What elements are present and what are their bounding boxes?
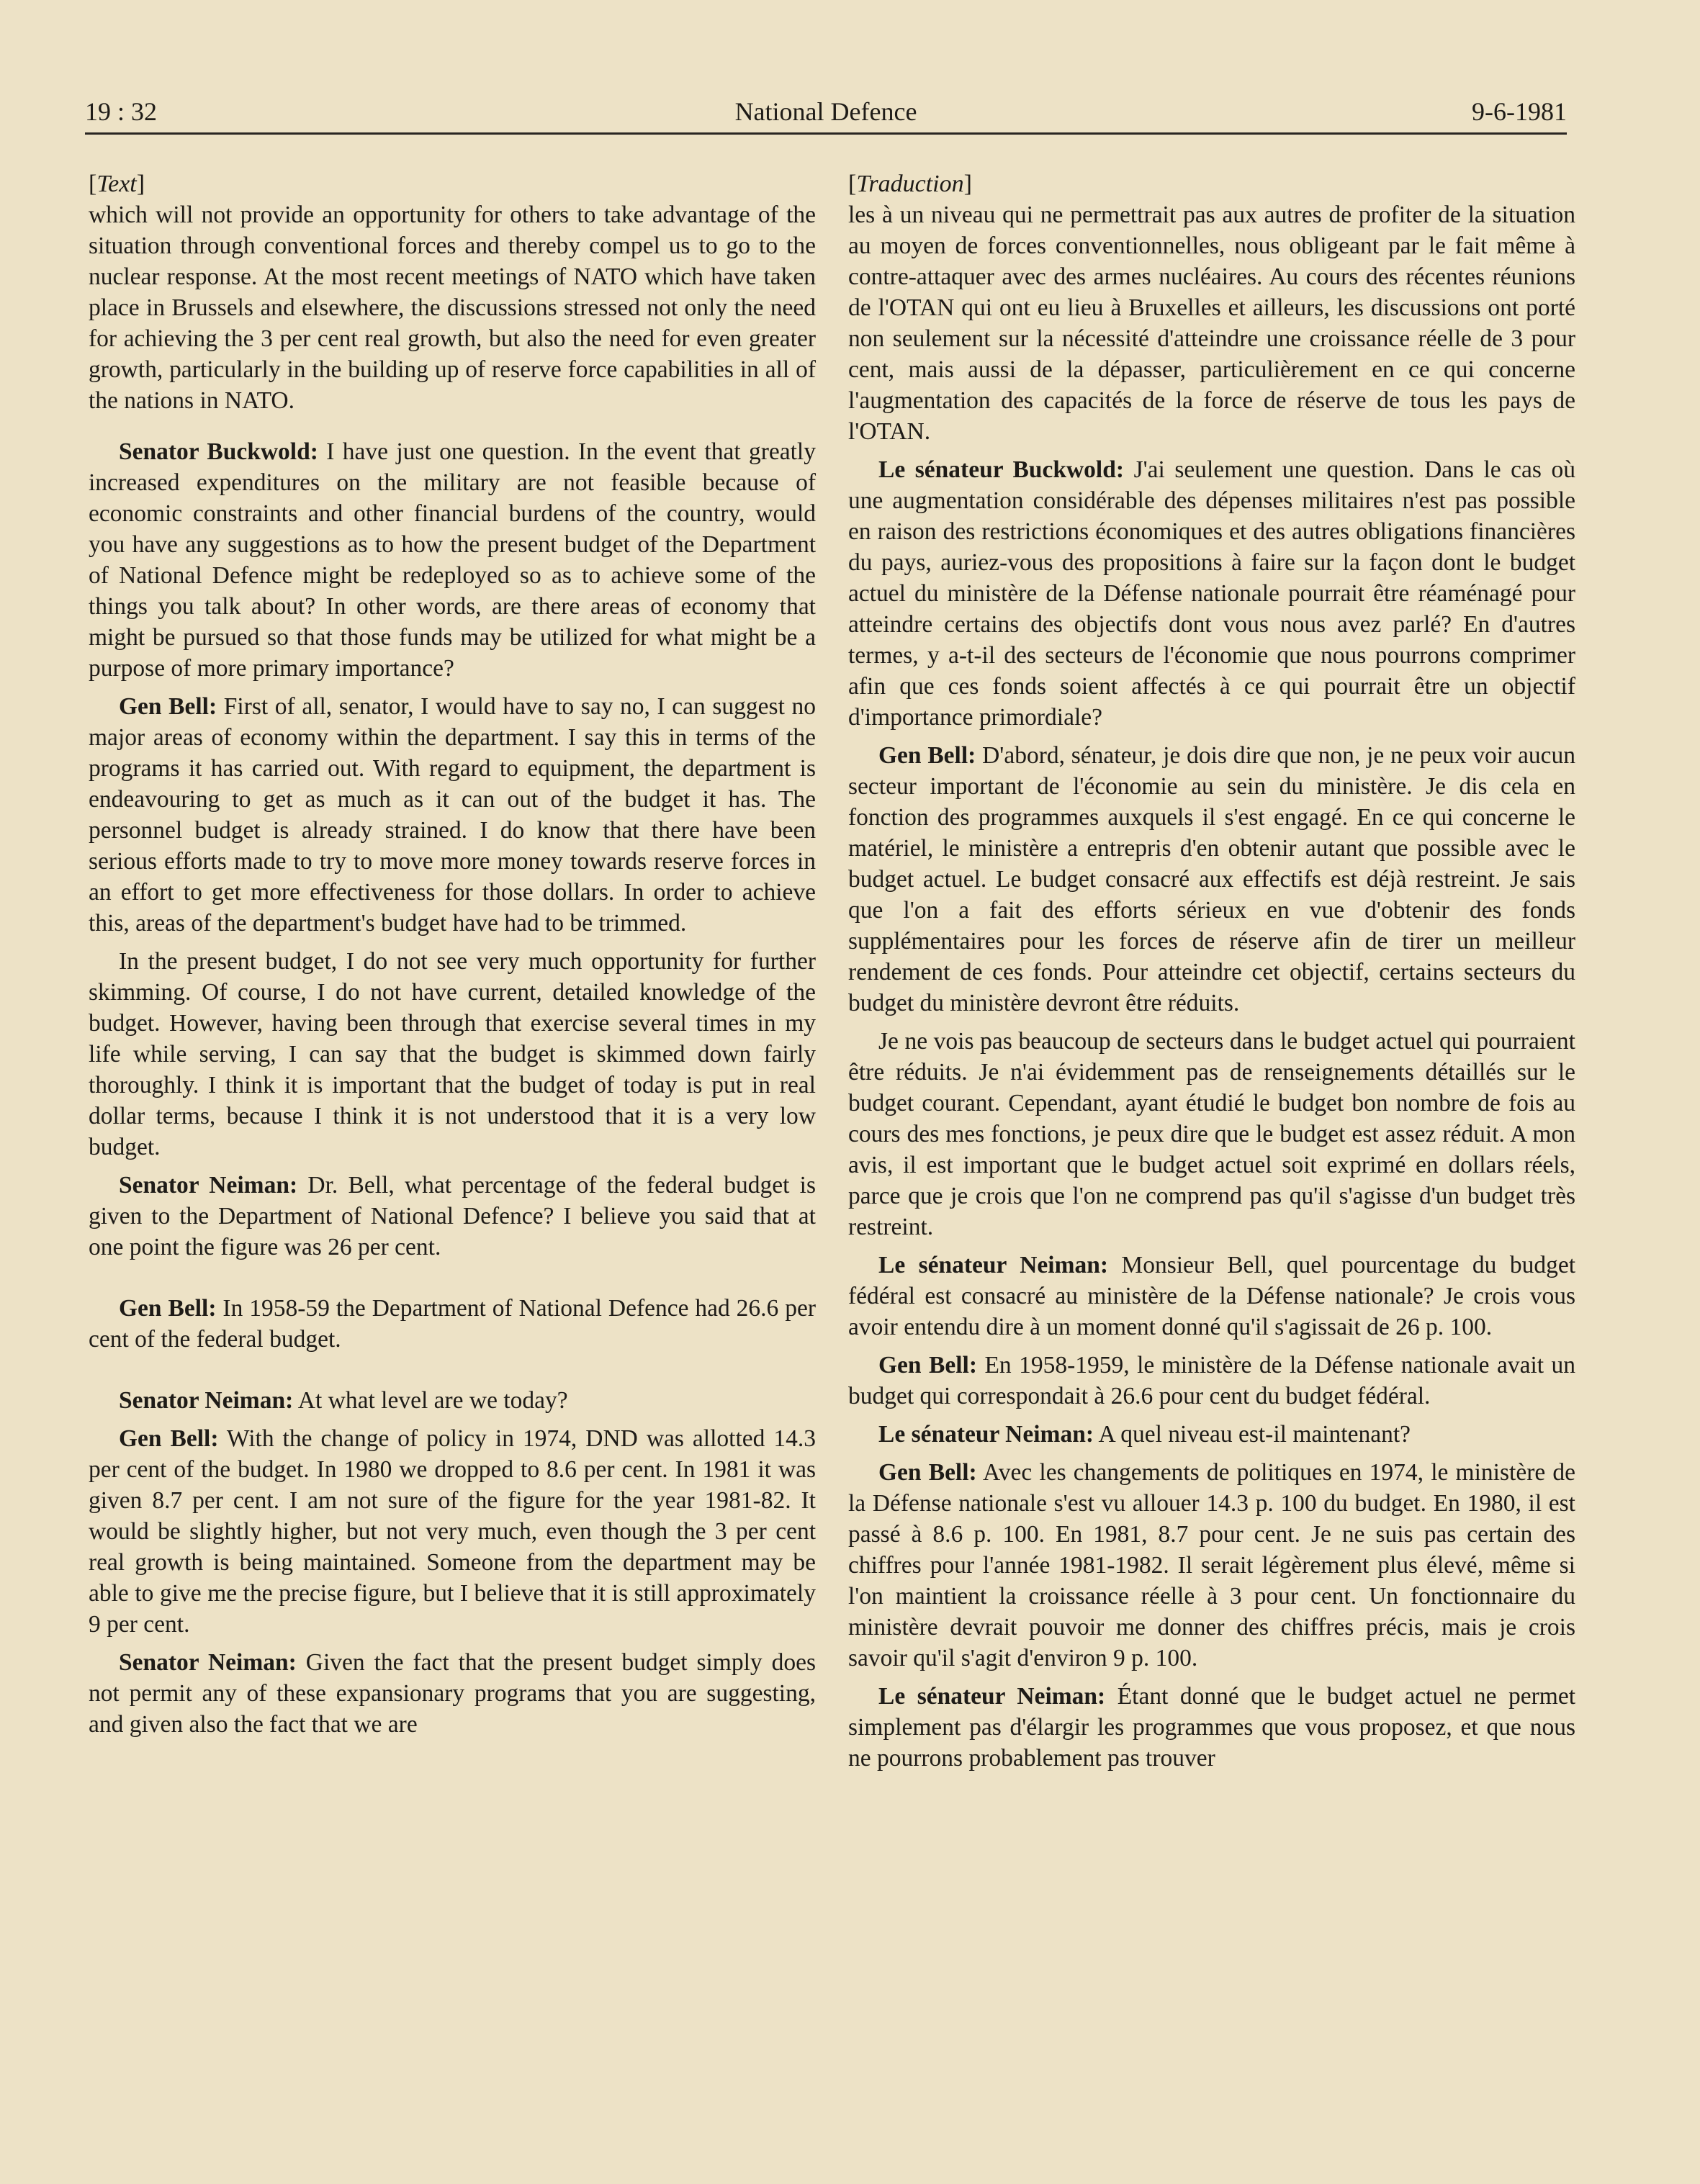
speech-text: D'abord, sénateur, je dois dire que non, je ne peux voir aucun secteur important de l'économie au sein du ministère. Je dis cela en fonction des programmes auxquels il s'est engagé. En ce qui concerne le matériel, le ministère a entrepris d'en obtenir autant que possible avec le budget actuel. Le budget consacré aux effectifs est déjà restreint. Je sais que l'on a fait des efforts sérieux en vue d'obtenir des fonds supplémentaires pour les forces de réserve afin de tirer un meilleur rendement de ces fonds. Pour atteindre cet objectif, certains secteurs du budget du ministère devront être réduits. bbox=[848, 742, 1576, 1016]
french-column bbox=[848, 164, 1575, 1774]
speaker-name: Senator Neiman: bbox=[119, 1387, 294, 1414]
speaker-name: Le sénateur Neiman: bbox=[878, 1683, 1106, 1710]
speech-text: I have just one question. In the event that greatly increased expenditures on the military are not feasible because of economic constraints and other financial burdens of the country, would you have any suggestions as to how the present budget of the Department of National Defence might be redeployed so as to achieve some of the things you talk about? In other words, are there areas of economy that might be pursued so that those funds may be utilized for what might be a purpose of more primary importance? bbox=[89, 438, 816, 682]
speaker-name: Senator Buckwold: bbox=[119, 438, 318, 465]
sitting-date: 9-6-1981 bbox=[1472, 97, 1567, 126]
running-head bbox=[85, 92, 1567, 135]
speaker-name: Gen Bell: bbox=[878, 1352, 977, 1378]
speech-text: J'ai seulement une question. Dans le cas où une augmentation considérable des dépenses militaires n'est pas possible en raison des restrictions économiques et des autres obligations financières du pays, auriez-vous des propositions à faire sur la façon dont le budget actuel du ministère de la Défense nationale pourrait être réaménagé pour atteindre certains des objectifs dont vous nous avez parlé? En d'autres termes, y a-t-il des secteurs de l'économie que nous pourrons comprimer afin que ces fonds soient affectés à ce qui pourrait être un objectif d'importance primordiale? bbox=[848, 456, 1576, 731]
speaker-name: Gen Bell: bbox=[119, 1295, 217, 1322]
paragraph bbox=[89, 436, 816, 684]
paragraph: In the present budget, I do not see very much opportunity for further skimming. Of course, I do not have current, detailed knowledge of the budget. However, having been through that exercise several times in my life while serving, I can say that the budget is skimmed down fairly thoroughly. I think it is important that the budget of today is put in real dollar terms, because I think it is not understood that it is a very low budget. bbox=[89, 948, 816, 1160]
paragraph bbox=[89, 691, 816, 939]
speech-text: Étant donné que le budget actuel ne permet simplement pas d'élargir les programmes que vous proposez, et que nous ne pourrons probablement pas trouver bbox=[848, 1683, 1576, 1772]
speaker-name: Le sénateur Neiman: bbox=[878, 1252, 1109, 1278]
page-number: 19 : 32 bbox=[85, 97, 158, 126]
speech-text: With the change of policy in 1974, DND was allotted 14.3 per cent of the budget. In 1980 we dropped to 8.6 per cent. In 1981 it was given 8.7 per cent. I am not sure of the figure for the year 1981-82. It would be slightly higher, but not very much, even though the 3 per cent real growth is being maintained. Someone from the department may be able to give me the precise figure, but I believe that it is still approximately 9 per cent. bbox=[89, 1425, 817, 1638]
paragraph bbox=[89, 1293, 816, 1355]
paragraph bbox=[89, 1647, 816, 1740]
paragraph: les à un niveau qui ne permettrait pas aux autres de profiter de la situation au moyen de forces conventionnelles, nous obligeant par le fait même à contre-attaquer avec des armes nucléaires. Au cours des récentes réunions de l'OTAN qui ont eu lieu à Bruxelles et ailleurs, les discussions ont porté non seulement sur la nécessité d'atteindre une croissance réelle de 3 pour cent, mais aussi de la dépasser, particulièrement en ce qui concerne l'augmentation des capacités de la force de réserve de tous les pays de l'OTAN. bbox=[848, 202, 1575, 445]
speech-text: First of all, senator, I would have to say no, I can suggest no major areas of economy within the department. I say this in terms of the programs it has carried out. With regard to equipment, the department is endeavouring to get as much as it can out of the budget it has. The personnel budget is already strained. I do know that there have been serious efforts made to try to move more money towards reserve forces in an effort to get more effectiveness for those dollars. In order to achieve this, areas of the department's budget have had to be trimmed. bbox=[89, 693, 816, 937]
paragraph bbox=[848, 454, 1575, 733]
paragraph bbox=[848, 1681, 1575, 1774]
paragraph bbox=[848, 1419, 1575, 1450]
speech-text: In 1958-59 the Department of National Defence had 26.6 per cent of the federal budget. bbox=[89, 1295, 817, 1353]
paragraph bbox=[848, 1457, 1575, 1674]
paragraph: Je ne vois pas beaucoup de secteurs dans le budget actuel qui pourraient être réduits. Je n'ai évidemment pas de renseignements détaillés sur le budget courant. Cependant, ayant étudié le budget bon nombre de fois au cours des mes fonctions, je peux dire que le budget est assez réduit. A mon avis, il est important que le budget actuel soit exprimé en dollars réels, parce que je crois que l'on ne comprend pas qu'il s'agisse d'un budget très restreint. bbox=[848, 1028, 1575, 1240]
column-label: [Text] bbox=[89, 171, 145, 197]
paragraph bbox=[89, 1170, 816, 1263]
speech-text: Dr. Bell, what percentage of the federal budget is given to the Department of National Defence? I believe you said that at one point the figure was 26 per cent. bbox=[89, 1172, 816, 1260]
column-label-text: Traduction bbox=[856, 171, 964, 197]
english-column bbox=[89, 164, 816, 1740]
speaker-name: Senator Neiman: bbox=[119, 1649, 297, 1676]
speaker-name: Le sénateur Buckwold: bbox=[878, 456, 1125, 483]
speaker-name: Senator Neiman: bbox=[119, 1172, 298, 1199]
column-label: [Traduction] bbox=[848, 171, 972, 197]
paragraph bbox=[848, 1350, 1575, 1412]
column-label-text: Text bbox=[96, 171, 137, 197]
speech-text: Avec les changements de politiques en 1974, le ministère de la Défense nationale s'est vu allouer 14.3 p. 100 du budget. En 1980, il est passé à 8.6 p. 100. En 1981, 8.7 pour cent. Je ne suis pas certain des chiffres pour l'année 1981-1982. Il serait légèrement plus élevé, même si l'on maintient la croissance réelle à 3 pour cent. Un fonctionnaire du ministère devrait pouvoir me donner des chiffres précis, mais je crois savoir qu'il s'agit d'environ 9 p. 100. bbox=[848, 1459, 1576, 1671]
speaker-name: Gen Bell: bbox=[119, 693, 217, 720]
speech-text: En 1958-1959, le ministère de la Défense nationale avait un budget qui correspondait à 26.6 pour cent du budget fédéral. bbox=[848, 1352, 1576, 1409]
paragraph bbox=[89, 1423, 816, 1640]
speech-text: Monsieur Bell, quel pourcentage du budget fédéral est consacré au ministère de la Défense nationale? Je crois vous avoir entendu dire à un moment donné qu'il s'agissait de 26 p. 100. bbox=[848, 1252, 1575, 1340]
speaker-name: Le sénateur Neiman: bbox=[878, 1421, 1094, 1448]
speech-text: A quel niveau est-il maintenant? bbox=[1098, 1421, 1411, 1448]
paragraph bbox=[89, 1385, 816, 1416]
speaker-name: Gen Bell: bbox=[878, 1459, 977, 1486]
speaker-name: Gen Bell: bbox=[119, 1425, 219, 1452]
speaker-name: Gen Bell: bbox=[878, 742, 976, 769]
speech-text: At what level are we today? bbox=[297, 1387, 568, 1414]
running-title: National Defence bbox=[734, 97, 917, 126]
paragraph bbox=[848, 1250, 1575, 1343]
paragraph: which will not provide an opportunity for others to take advantage of the situation through conventional forces and thereby compel us to go to the nuclear response. At the most recent meetings of NATO which have taken place in Brussels and elsewhere, the discussions stressed not only the need for achieving the 3 per cent real growth, but also the need for even greater growth, particularly in the building up of reserve force capabilities in all of the nations in NATO. bbox=[89, 202, 816, 414]
paragraph bbox=[848, 740, 1575, 1019]
speech-text: Given the fact that the present budget simply does not permit any of these expansionary programs that you are suggesting, and given also the fact that we are bbox=[89, 1649, 817, 1738]
